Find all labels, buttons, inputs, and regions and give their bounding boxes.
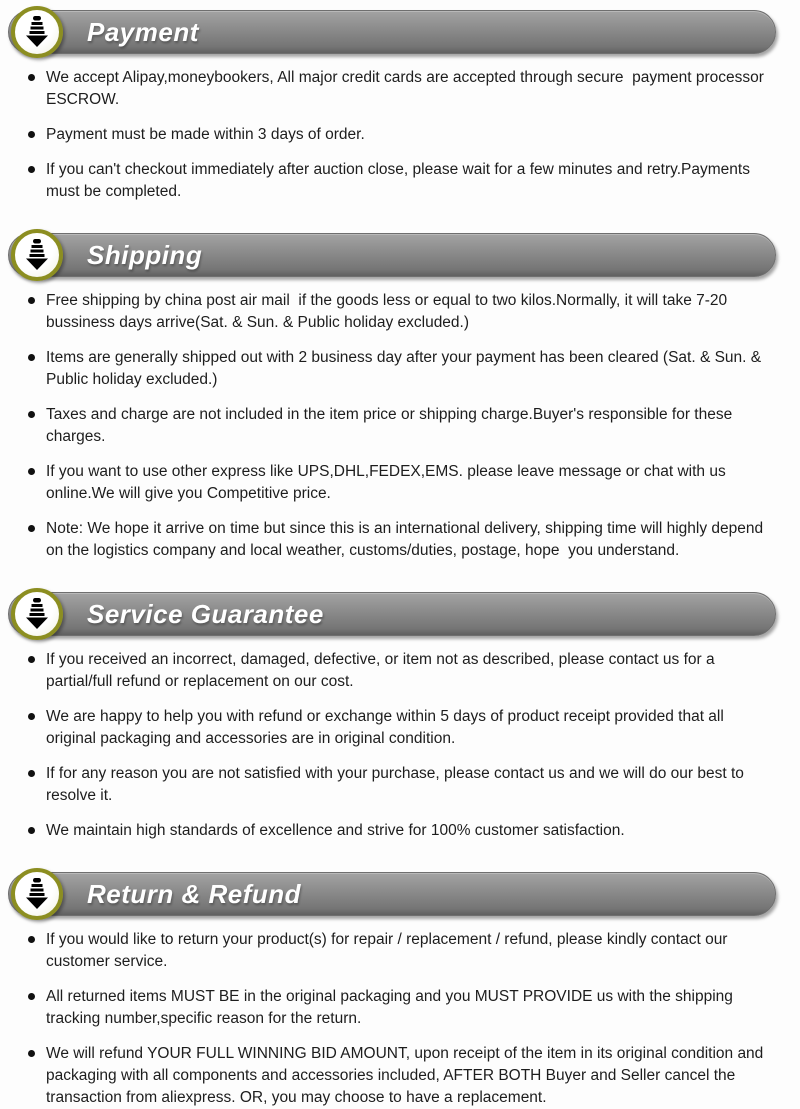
bullet-dot-icon xyxy=(28,354,35,361)
bullet-text: If you can't checkout immediately after auction close, please wait for a few minutes and retry.Payments must be completed. xyxy=(46,161,755,200)
bullet-text: If for any reason you are not satisfied with your purchase, please contact us and we will do our best to resolve it. xyxy=(46,765,749,804)
list-item xyxy=(28,763,780,807)
bullet-dot-icon xyxy=(28,411,35,418)
section-title: Return & Refund xyxy=(87,879,302,909)
bullet-dot-icon xyxy=(28,1050,35,1057)
section-header-shipping xyxy=(8,233,776,277)
list-item xyxy=(28,1043,780,1109)
list-item xyxy=(28,820,780,842)
bullet-list xyxy=(28,929,780,1109)
section-header-return-refund xyxy=(8,872,776,916)
section-title: Payment xyxy=(87,17,199,47)
bullet-dot-icon xyxy=(28,525,35,532)
bullet-text: We maintain high standards of excellence and strive for 100% customer satisfaction. xyxy=(46,822,625,839)
list-item xyxy=(28,649,780,693)
list-item xyxy=(28,929,780,973)
bullet-text: Payment must be made within 3 days of order. xyxy=(46,126,365,143)
bullet-text: If you received an incorrect, damaged, defective, or item not as described, please contact us for a partial/full refund or replacement on our cost. xyxy=(46,651,719,690)
bullet-text: Free shipping by china post air mail if the goods less or equal to two kilos.Normally, it will take 7-20 bussiness days arrive(Sat. & Sun. & Public holiday excluded.) xyxy=(46,292,732,331)
section-payment xyxy=(0,10,800,203)
bullet-text: If you want to use other express like UPS,DHL,FEDEX,EMS. please leave message or chat with us online.We will give you Competitive price. xyxy=(46,463,731,502)
section-title: Shipping xyxy=(87,240,203,270)
bullet-text: Note: We hope it arrive on time but since this is an international delivery, shipping time will highly depend on the logistics company and local weather, customs/duties, postage, hope you understand. xyxy=(46,520,768,559)
list-item xyxy=(28,518,780,562)
list-item xyxy=(28,124,780,146)
bullet-dot-icon xyxy=(28,166,35,173)
bullet-list xyxy=(28,649,780,842)
bullet-text: We accept Alipay,moneybookers, All major credit cards are accepted through secure payment processor ESCROW. xyxy=(46,69,769,108)
bullet-text: If you would like to return your product(s) for repair / replacement / refund, please kindly contact our customer service. xyxy=(46,931,732,970)
bullet-text: We will refund YOUR FULL WINNING BID AMOUNT, upon receipt of the item in its original condition and packaging with all components and accessories included, AFTER BOTH Buyer and Seller cancel the transaction from aliexpress. OR, you may choose to have a replacement. xyxy=(46,1045,768,1106)
bullet-dot-icon xyxy=(28,656,35,663)
seal-stamp-icon xyxy=(11,229,63,281)
bullet-list xyxy=(28,290,780,562)
section-header-service-guarantee xyxy=(8,592,776,636)
seal-stamp-icon xyxy=(11,588,63,640)
seal-stamp-icon xyxy=(11,6,63,58)
bullet-text: Items are generally shipped out with 2 business day after your payment has been cleared (Sat. & Sun. & Public holiday excluded.) xyxy=(46,349,766,388)
bullet-dot-icon xyxy=(28,468,35,475)
bullet-text: We are happy to help you with refund or exchange within 5 days of product receipt provided that all original packaging and accessories are in original condition. xyxy=(46,708,729,747)
seal-stamp-icon xyxy=(11,868,63,920)
list-item xyxy=(28,67,780,111)
list-item xyxy=(28,461,780,505)
bullet-dot-icon xyxy=(28,131,35,138)
list-item xyxy=(28,706,780,750)
section-shipping xyxy=(0,233,800,562)
list-item xyxy=(28,290,780,334)
bullet-dot-icon xyxy=(28,74,35,81)
list-item xyxy=(28,986,780,1030)
bullet-dot-icon xyxy=(28,936,35,943)
bullet-dot-icon xyxy=(28,993,35,1000)
section-header-payment xyxy=(8,10,776,54)
bullet-dot-icon xyxy=(28,297,35,304)
list-item xyxy=(28,347,780,391)
bullet-text: Taxes and charge are not included in the item price or shipping charge.Buyer's responsible for these charges. xyxy=(46,406,737,445)
bullet-text: All returned items MUST BE in the original packaging and you MUST PROVIDE us with the shipping tracking number,specific reason for the return. xyxy=(46,988,738,1027)
section-service-guarantee xyxy=(0,592,800,842)
bullet-dot-icon xyxy=(28,770,35,777)
bullet-dot-icon xyxy=(28,713,35,720)
list-item xyxy=(28,404,780,448)
bullet-list xyxy=(28,67,780,203)
section-return-refund xyxy=(0,872,800,1109)
list-item xyxy=(28,159,780,203)
bullet-dot-icon xyxy=(28,827,35,834)
section-title: Service Guarantee xyxy=(87,599,324,629)
